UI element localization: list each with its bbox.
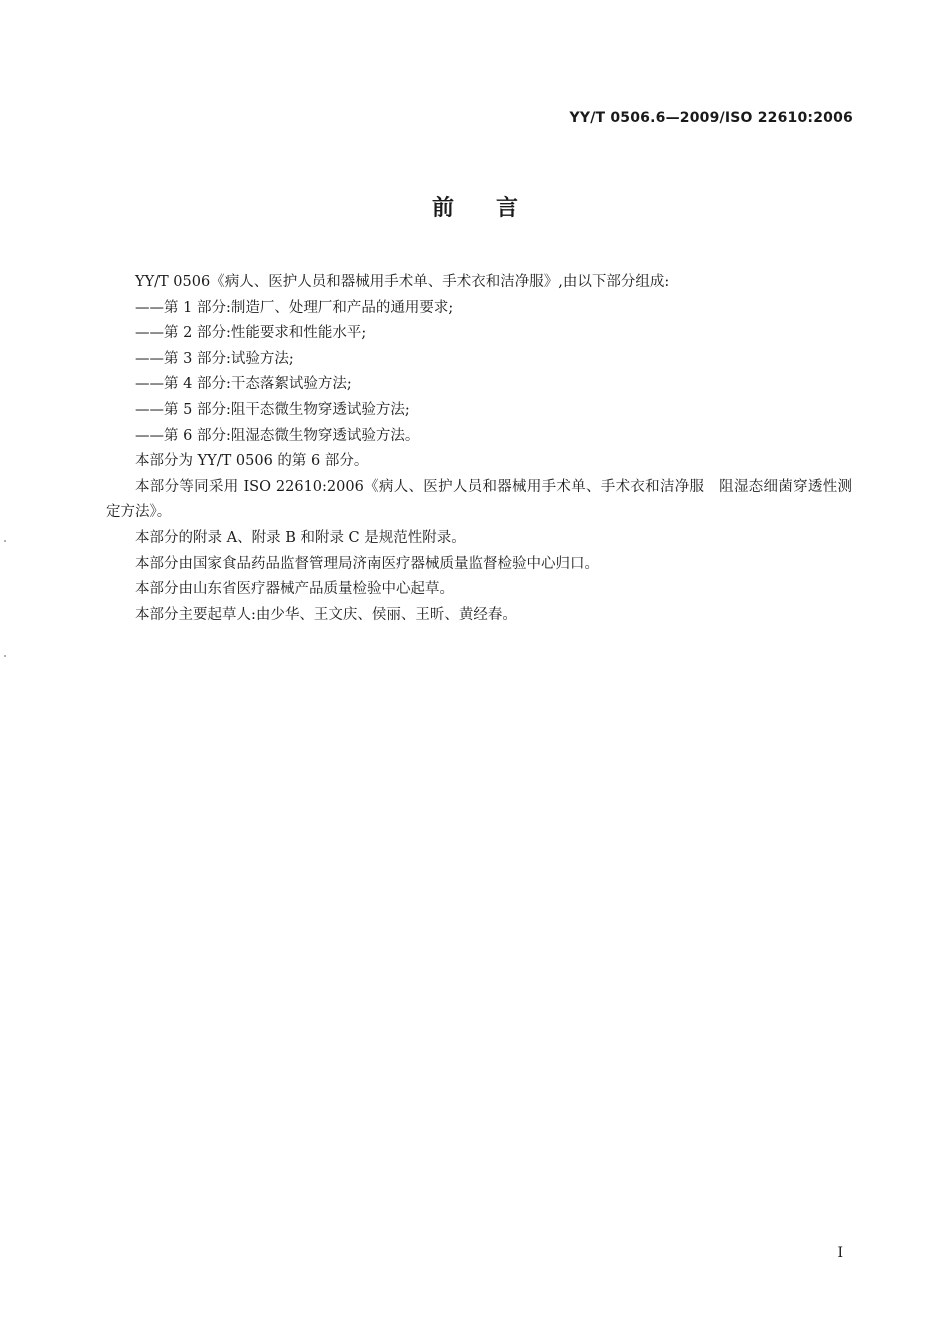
scan-speck xyxy=(4,655,6,657)
body-paragraph: 本部分由国家食品药品监督管理局济南医疗器械质量监督检验中心归口。 xyxy=(135,555,599,572)
body-paragraph: 本部分等同采用 ISO 22610:2006《病人、医护人员和器械用手术单、手术衣和洁净服 阻湿态细菌穿透性测定方法》。 xyxy=(106,478,852,521)
part-list-item: ——第 3 部分:试验方法; xyxy=(135,350,294,367)
foreword-body xyxy=(106,270,852,628)
standard-code: YY/T 0506.6—2009/ISO 22610:2006 xyxy=(569,110,853,126)
page-number: I xyxy=(837,1245,843,1261)
page-title: 前言 xyxy=(431,196,560,221)
body-paragraph: 本部分由山东省医疗器械产品质量检验中心起草。 xyxy=(135,581,454,598)
part-list-item: ——第 4 部分:干态落絮试验方法; xyxy=(135,376,352,393)
scan-speck xyxy=(4,540,6,542)
part-list-item: ——第 1 部分:制造厂、处理厂和产品的通用要求; xyxy=(135,299,454,316)
body-paragraph: 本部分主要起草人:由少华、王文庆、侯丽、王昕、黄经春。 xyxy=(135,606,517,623)
body-paragraph: 本部分的附录 A、附录 B 和附录 C 是规范性附录。 xyxy=(135,529,466,546)
intro-paragraph: YY/T 0506《病人、医护人员和器械用手术单、手术衣和洁净服》,由以下部分组成: xyxy=(135,274,670,290)
part-list-item: ——第 5 部分:阻干态微生物穿透试验方法; xyxy=(135,401,410,418)
part-list-item: ——第 6 部分:阻湿态微生物穿透试验方法。 xyxy=(135,427,420,444)
part-list-item: ——第 2 部分:性能要求和性能水平; xyxy=(135,325,367,342)
body-paragraph: 本部分为 YY/T 0506 的第 6 部分。 xyxy=(135,453,369,470)
